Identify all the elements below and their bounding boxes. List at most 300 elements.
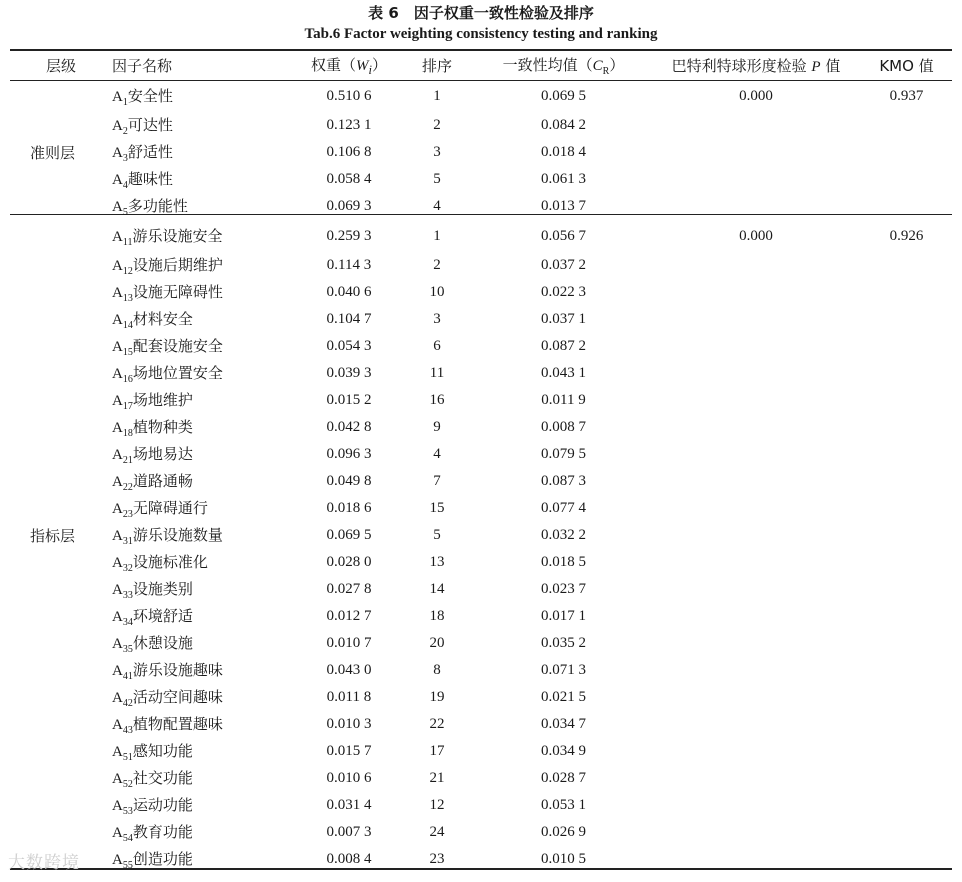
header-row [10,51,952,80]
level-cell [10,279,112,306]
bartlett-p-cell [651,765,861,792]
consistency-cell: 0.034 7 [541,716,586,732]
weight-cell: 0.123 1 [326,117,372,133]
factor-code-subscript: 22 [122,482,133,493]
factor-code [112,609,133,628]
factor-name: 游乐设施数量 [132,526,223,544]
kmo-cell [861,414,952,441]
bartlett-p-cell [651,792,861,819]
factor-name: 无障碍通行 [132,499,208,517]
level-cell: 准则层 [30,144,76,162]
kmo-cell [861,684,952,711]
table-row [10,112,952,139]
table-row [10,765,952,792]
weight-cell: 0.010 7 [326,635,372,651]
bartlett-p-cell: 0.000 [739,87,773,104]
factor-name: 可达性 [127,116,173,134]
rank-cell: 17 [429,743,445,759]
weight-cell: 0.069 3 [326,198,372,214]
factor-name-cell [112,220,300,252]
header-weight-var [356,57,372,77]
weight-cell: 0.015 7 [326,743,372,759]
factor-code [112,555,133,574]
factor-name-cell [112,414,300,441]
consistency-cell: 0.034 9 [541,743,586,759]
weight-cell: 0.510 6 [326,87,372,104]
factor-code-letter: A [112,798,123,814]
kmo-cell [861,193,952,220]
rank-cell: 4 [433,446,441,462]
level-cell [10,819,112,846]
factor-code-letter: A [112,852,123,868]
factor-code-subscript: 16 [122,374,133,385]
kmo-cell [861,819,952,846]
consistency-cell: 0.021 5 [541,689,586,705]
weight-cell: 0.012 7 [326,608,372,624]
kmo-cell [861,468,952,495]
rank-cell: 19 [429,689,445,705]
level-cell [10,711,112,738]
factor-name: 设施类别 [132,580,193,598]
factor-name-cell [112,657,300,684]
consistency-cell: 0.008 7 [541,419,586,435]
bartlett-p-cell [651,846,861,873]
table-body [10,80,952,873]
table-row [10,220,952,252]
kmo-cell [861,306,952,333]
factor-code [112,852,133,871]
factor-code [112,285,133,304]
header-weight-var-letter: W [356,57,369,74]
factor-code [112,172,128,191]
header-cr-suffix: ） [609,56,625,74]
rank-cell: 1 [433,227,441,244]
bartlett-p-cell [651,139,861,166]
factor-code-letter: A [112,420,123,436]
kmo-cell [861,441,952,468]
factor-name: 场地维护 [132,391,193,409]
factor-name-cell [112,306,300,333]
kmo-cell [861,765,952,792]
watermark: 大数跨境 [8,853,80,873]
factor-code-subscript: 3 [122,153,128,164]
factor-name-cell [112,112,300,139]
factor-code-letter: A [112,528,123,544]
rank-cell: 3 [433,311,441,327]
factor-code-subscript: 31 [122,536,133,547]
header-weight-prefix: 权重（ [310,55,356,74]
kmo-cell: 0.926 [889,227,924,244]
bartlett-p-cell [651,360,861,387]
level-cell [10,603,112,630]
factor-code-subscript: 14 [122,320,133,331]
consistency-cell: 0.037 1 [541,311,586,327]
rank-cell: 1 [433,87,441,104]
factor-code-subscript: 1 [122,96,128,108]
bartlett-p-cell [651,193,861,220]
factor-code [112,118,128,137]
consistency-cell: 0.077 4 [541,500,586,516]
header-cr-prefix: 一致性均值（ [502,56,593,74]
consistency-cell: 0.061 3 [541,171,586,187]
factor-code-subscript: 2 [122,126,128,137]
weight-cell: 0.058 4 [326,171,372,187]
factor-name-cell [112,846,300,873]
bartlett-p-cell [651,522,861,549]
consistency-cell: 0.053 1 [541,797,586,813]
kmo-cell [861,549,952,576]
factor-code [112,420,133,439]
factor-code-subscript: 41 [122,671,133,682]
factor-name: 设施无障碍性 [132,283,223,301]
factor-name-cell [112,765,300,792]
level-cell [10,112,112,139]
factor-name: 材料安全 [132,310,193,328]
table-row [10,657,952,684]
kmo-cell [861,112,952,139]
factor-code-subscript: 5 [122,207,128,218]
weight-cell: 0.054 3 [326,338,372,354]
factor-code [112,145,128,164]
factor-code-subscript: 15 [122,347,133,358]
rank-cell: 15 [429,500,445,516]
factor-code-letter: A [112,690,123,706]
consistency-cell: 0.037 2 [541,257,586,273]
level-cell [10,414,112,441]
rank-cell: 10 [429,284,445,300]
bartlett-p-cell [651,112,861,139]
kmo-cell [861,738,952,765]
factor-code-letter: A [112,393,123,409]
factor-code-letter: A [112,744,123,760]
header-bartlett-suffix: 值 [820,57,841,75]
factor-name-cell [112,360,300,387]
bartlett-p-cell [651,549,861,576]
bartlett-p-cell [651,166,861,193]
header-bartlett-prefix: 巴特利特球形度检验 [671,57,812,75]
factor-code [112,744,133,763]
kmo-cell [861,711,952,738]
level-cell [10,792,112,819]
factor-code [112,312,133,331]
table-row [10,414,952,441]
header-cr-var-letter: C [592,58,603,74]
factor-name: 多功能性 [127,197,188,215]
kmo-cell [861,657,952,684]
kmo-cell [861,252,952,279]
header-weight [300,51,398,80]
consistency-cell: 0.035 2 [541,635,586,651]
consistency-cell: 0.023 7 [541,581,586,597]
bartlett-p-cell [651,576,861,603]
bartlett-p-cell [651,657,861,684]
weight-cell: 0.096 3 [326,446,372,462]
bartlett-p-cell [651,603,861,630]
factor-code [112,339,133,358]
factor-code-subscript: 43 [122,725,133,736]
factor-code-letter: A [112,228,123,245]
kmo-cell [861,139,952,166]
factor-code-subscript: 32 [122,563,133,574]
rank-cell: 4 [433,198,441,214]
factor-code [112,199,128,218]
header-rank: 排序 [421,57,452,75]
factor-code-subscript: 52 [122,779,133,790]
weight-cell: 0.007 3 [326,824,372,840]
consistency-cell: 0.022 3 [541,284,586,300]
factor-code [112,825,133,844]
consistency-cell: 0.018 5 [541,554,586,570]
table-row [10,387,952,414]
factor-code-letter: A [112,501,123,517]
level-cell [10,576,112,603]
factor-name: 社交功能 [132,769,193,787]
factor-name-cell [112,603,300,630]
kmo-cell [861,846,952,873]
level-cell [10,220,112,252]
consistency-cell: 0.017 1 [541,608,586,624]
bartlett-p-cell [651,306,861,333]
factor-code-letter: A [112,771,123,787]
factor-name-cell [112,387,300,414]
table-row [10,279,952,306]
table-row [10,468,952,495]
rank-cell: 11 [429,365,445,381]
rank-cell: 2 [433,257,441,273]
header-weight-var-sub: i [368,62,372,77]
weight-cell: 0.011 8 [326,689,372,705]
factor-code-subscript: 55 [122,860,133,871]
table-row [10,333,952,360]
factor-name-cell [112,576,300,603]
table-row [10,549,952,576]
table-row [10,792,952,819]
weight-cell: 0.042 8 [326,419,372,435]
weight-cell: 0.018 6 [326,500,372,516]
level-cell [10,387,112,414]
factor-name: 道路通畅 [132,472,193,490]
factor-name: 安全性 [127,86,173,105]
factor-code-letter: A [112,88,123,105]
table-row [10,139,952,166]
consistency-cell: 0.013 7 [541,198,586,214]
consistency-cell: 0.026 9 [541,824,586,840]
factor-name: 感知功能 [132,742,193,760]
factor-code [112,393,133,412]
factor-code [112,474,133,493]
factor-code [112,690,133,709]
table-row [10,711,952,738]
factor-name: 运动功能 [132,796,193,814]
factor-name: 场地易达 [132,445,193,463]
header-level: 层级 [45,57,76,75]
factor-name-cell [112,819,300,846]
factor-code-letter: A [112,825,123,841]
rank-cell: 16 [429,392,445,408]
factor-name: 活动空间趣味 [132,688,223,706]
table-row [10,684,952,711]
bartlett-p-cell [651,414,861,441]
factor-name-cell [112,549,300,576]
weight-cell: 0.010 3 [326,716,372,732]
consistency-cell: 0.087 3 [541,473,586,489]
bartlett-p-cell [651,711,861,738]
factor-name-cell [112,468,300,495]
table-row [10,630,952,657]
factor-code-letter: A [112,636,123,652]
weight-cell: 0.049 8 [326,473,372,489]
weight-cell: 0.106 8 [326,144,372,160]
weight-cell: 0.008 4 [326,851,372,867]
factor-code-subscript: 4 [122,180,128,191]
factor-code-subscript: 11 [122,236,133,248]
factor-code [112,88,128,108]
factor-name: 设施后期维护 [132,256,223,274]
kmo-cell [861,360,952,387]
factor-name-cell [112,193,300,220]
factor-name-cell [112,522,300,549]
rank-cell: 9 [433,419,441,435]
factor-code [112,528,133,547]
table-caption-cn: 表 6 因子权重一致性检验及排序 [368,4,594,22]
factor-code-letter: A [112,172,123,188]
table-row [10,846,952,873]
level-cell [10,549,112,576]
factor-name-cell [112,252,300,279]
level-cell [10,166,112,193]
rank-cell: 8 [433,662,441,678]
table-row [10,603,952,630]
weight-cell: 0.031 4 [326,797,372,813]
level-cell [10,333,112,360]
header-weight-suffix: ） [371,55,387,74]
rank-cell: 24 [429,824,445,840]
weight-cell: 0.015 2 [326,392,372,408]
kmo-cell [861,166,952,193]
factor-code-subscript: 54 [122,833,133,844]
consistency-cell: 0.079 5 [541,446,586,462]
rank-cell: 18 [429,608,445,624]
header-bartlett [651,51,861,80]
consistency-cell: 0.084 2 [541,117,586,133]
factor-code-letter: A [112,663,123,679]
kmo-cell [861,387,952,414]
factor-code-letter: A [112,285,123,301]
level-cell [10,495,112,522]
bartlett-p-cell [651,738,861,765]
rank-cell: 7 [433,473,441,489]
factor-code-letter: A [112,609,123,625]
table-row [10,495,952,522]
weight-cell: 0.028 0 [326,554,372,570]
header-factor-name: 因子名称 [112,57,173,75]
factor-name: 教育功能 [132,823,193,841]
factor-code-letter: A [112,258,123,274]
consistency-cell: 0.071 3 [541,662,586,678]
rank-cell: 2 [433,117,441,133]
level-cell [10,306,112,333]
factor-code-subscript: 33 [122,590,133,601]
header-bartlett-var: P [811,59,821,75]
table-row [10,441,952,468]
table-row [10,252,952,279]
factor-code-subscript: 21 [122,455,133,466]
level-cell [10,360,112,387]
factor-code-letter: A [112,366,123,382]
factor-code-letter: A [112,312,123,328]
level-cell [10,252,112,279]
factor-code-subscript: 18 [122,428,133,439]
factor-name: 场地位置安全 [132,364,223,382]
bartlett-p-cell [651,387,861,414]
factor-weight-table [10,51,952,873]
table-row [10,306,952,333]
factor-code [112,501,133,520]
factor-code-subscript: 17 [122,401,133,412]
weight-cell: 0.259 3 [326,227,372,244]
table-row [10,738,952,765]
weight-cell: 0.069 5 [326,527,372,543]
rank-cell: 22 [429,716,445,732]
kmo-cell [861,603,952,630]
consistency-cell: 0.032 2 [541,527,586,543]
kmo-cell [861,333,952,360]
level-cell: 指标层 [30,527,76,545]
factor-name-cell [112,139,300,166]
bartlett-p-cell [651,252,861,279]
table-caption-en: Tab.6 Factor weighting consistency testing and ranking [304,26,658,42]
bartlett-p-cell: 0.000 [739,227,773,244]
factor-name-cell [112,495,300,522]
factor-code [112,798,133,817]
weight-cell: 0.104 7 [326,311,372,327]
level-cell [10,684,112,711]
rank-cell: 5 [433,171,441,187]
level-cell [10,630,112,657]
table-row [10,80,952,112]
factor-name: 游乐设施安全 [132,226,223,245]
factor-code-letter: A [112,555,123,571]
bartlett-p-cell [651,684,861,711]
consistency-cell: 0.028 7 [541,770,586,786]
factor-code-letter: A [112,447,123,463]
factor-code-letter: A [112,199,123,215]
rank-cell: 20 [429,635,445,651]
factor-name: 环境舒适 [132,607,193,625]
factor-code-subscript: 35 [122,644,133,655]
factor-code-subscript: 42 [122,698,133,709]
factor-code-subscript: 13 [122,293,133,304]
header-consistency [476,51,651,80]
weight-cell: 0.114 3 [326,257,372,273]
factor-code-subscript: 53 [122,806,133,817]
weight-cell: 0.043 0 [326,662,372,678]
consistency-cell: 0.043 1 [541,365,586,381]
factor-name: 植物种类 [132,418,193,436]
header-cr-var [592,58,610,77]
consistency-cell: 0.087 2 [541,338,586,354]
factor-code-letter: A [112,474,123,490]
factor-name-cell [112,630,300,657]
header-kmo: KMO 值 [879,57,934,75]
rank-cell: 13 [429,554,445,570]
factor-code-letter: A [112,717,123,733]
table-row [10,522,952,549]
weight-cell: 0.039 3 [326,365,372,381]
consistency-cell: 0.011 9 [541,392,586,408]
factor-name: 游乐设施趣味 [132,661,223,679]
consistency-cell: 0.018 4 [541,144,586,160]
